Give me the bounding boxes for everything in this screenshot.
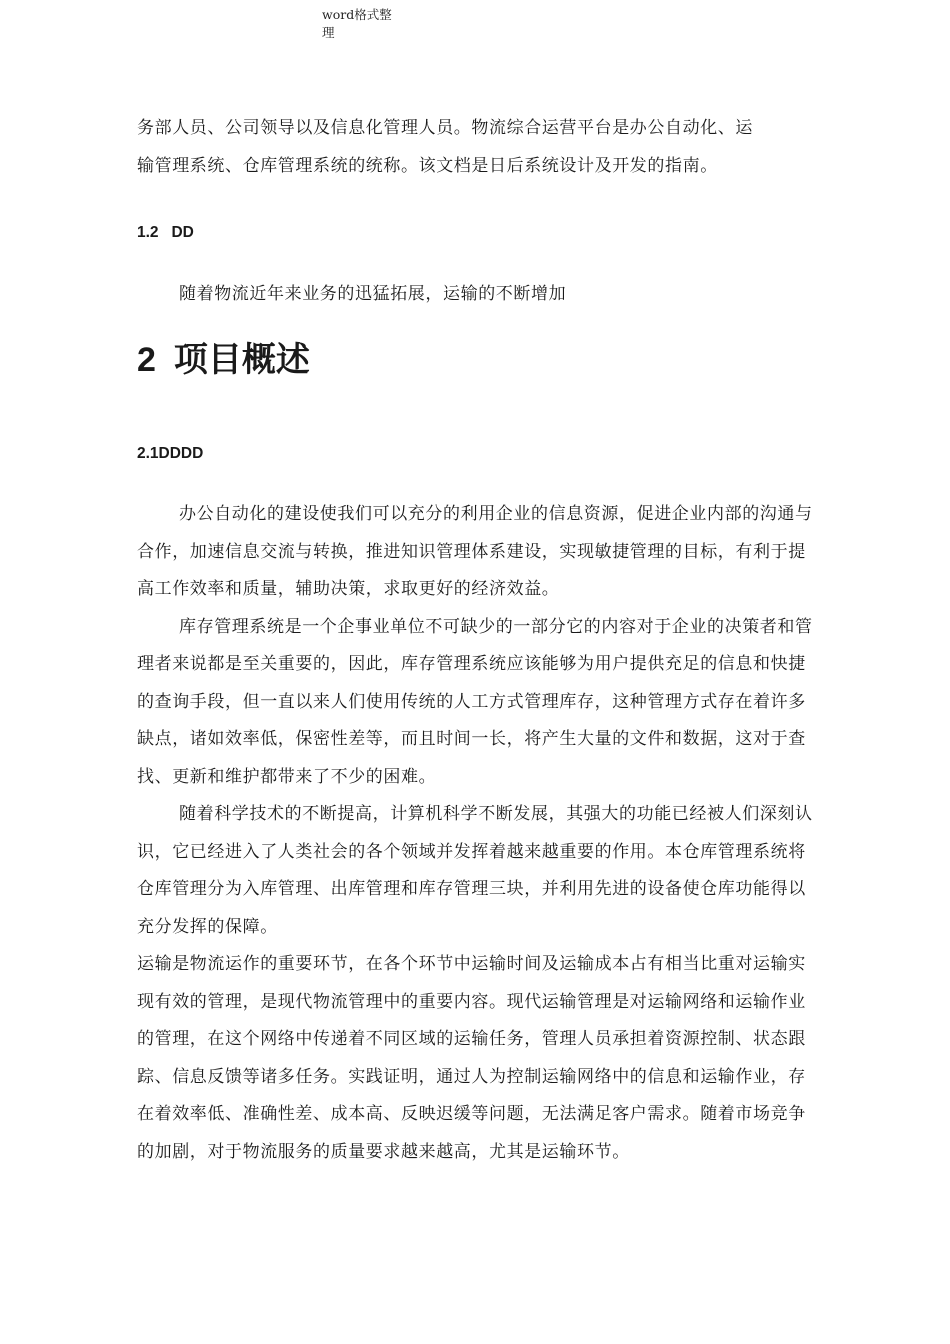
intro-paragraph — [137, 110, 817, 185]
chapter-title: 项目概述 — [173, 340, 310, 380]
header-line-1: word格式整 — [322, 7, 392, 22]
paragraph-transport: 运输是物流运作的重要环节，在各个环节中运输时间及运输成本占有相当比重对运输实现有效的管理，是现代物流管理中的重要内容。现代运输管理是对运输网络和运输作业的管理，在这个网络中传递着不同区域的运输任务，管理人员承担着资源控制、状态跟踪、信息反馈等诸多任务。实践证明，通过人为控制运输网络中的信息和运输作业，存在着效率低、准确性差、成本高、反映迟缓等问题，无法满足客户需求。随着市场竞争的加剧，对于物流服务的质量要求越来越高，尤其是运输环节。 — [137, 954, 806, 1162]
section-1-2-heading: 1.2 DD — [137, 224, 194, 241]
paragraph-technology: 随着科学技术的不断提高，计算机科学不断发展，其强大的功能已经被人们深刻认识，它已经进入了人类社会的各个领域并发挥着越来越重要的作用。本仓库管理系统将仓库管理分为入库管理、出库管理和库存管理三块，并利用先进的设备使仓库功能得以充分发挥的保障。 — [137, 804, 813, 937]
section-1-2-body — [137, 276, 817, 314]
chapter-2-heading — [137, 338, 817, 382]
intro-line-1: 务部人员、公司领导以及信息化管理人员。物流综合运营平台是办公自动化、运 — [137, 118, 753, 138]
section-2-1-body — [137, 496, 817, 1171]
chapter-number: 2 — [137, 341, 156, 379]
paragraph-inventory-management: 库存管理系统是一个企事业单位不可缺少的一部分它的内容对于企业的决策者和管理者来说都是至关重要的，因此，库存管理系统应该能够为用户提供充足的信息和快捷的查询手段，但一直以来人们使用传统的人工方式管理库存，这种管理方式存在着许多缺点，诸如效率低，保密性差等，而且时间一长，将产生大量的文件和数据，这对于查找、更新和维护都带来了不少的困难。 — [137, 616, 813, 787]
section-1-2-heading-wrap — [137, 224, 817, 242]
paragraph-office-automation: 办公自动化的建设使我们可以充分的利用企业的信息资源，促进企业内部的沟通与合作，加速信息交流与转换，推进知识管理体系建设，实现敏捷管理的目标，有利于提高工作效率和质量，辅助决策，求取更好的经济效益。 — [137, 504, 813, 599]
section-2-1-heading: 2.1DDDD — [137, 445, 204, 462]
section-1-2-paragraph: 随着物流近年来业务的迅猛拓展，运输的不断增加 — [179, 284, 567, 304]
section-2-1-heading-wrap — [137, 445, 817, 463]
page-header — [322, 6, 412, 42]
intro-line-2: 输管理系统、仓库管理系统的统称。该文档是日后系统设计及开发的指南。 — [137, 155, 718, 176]
header-line-2: 理 — [322, 25, 335, 40]
